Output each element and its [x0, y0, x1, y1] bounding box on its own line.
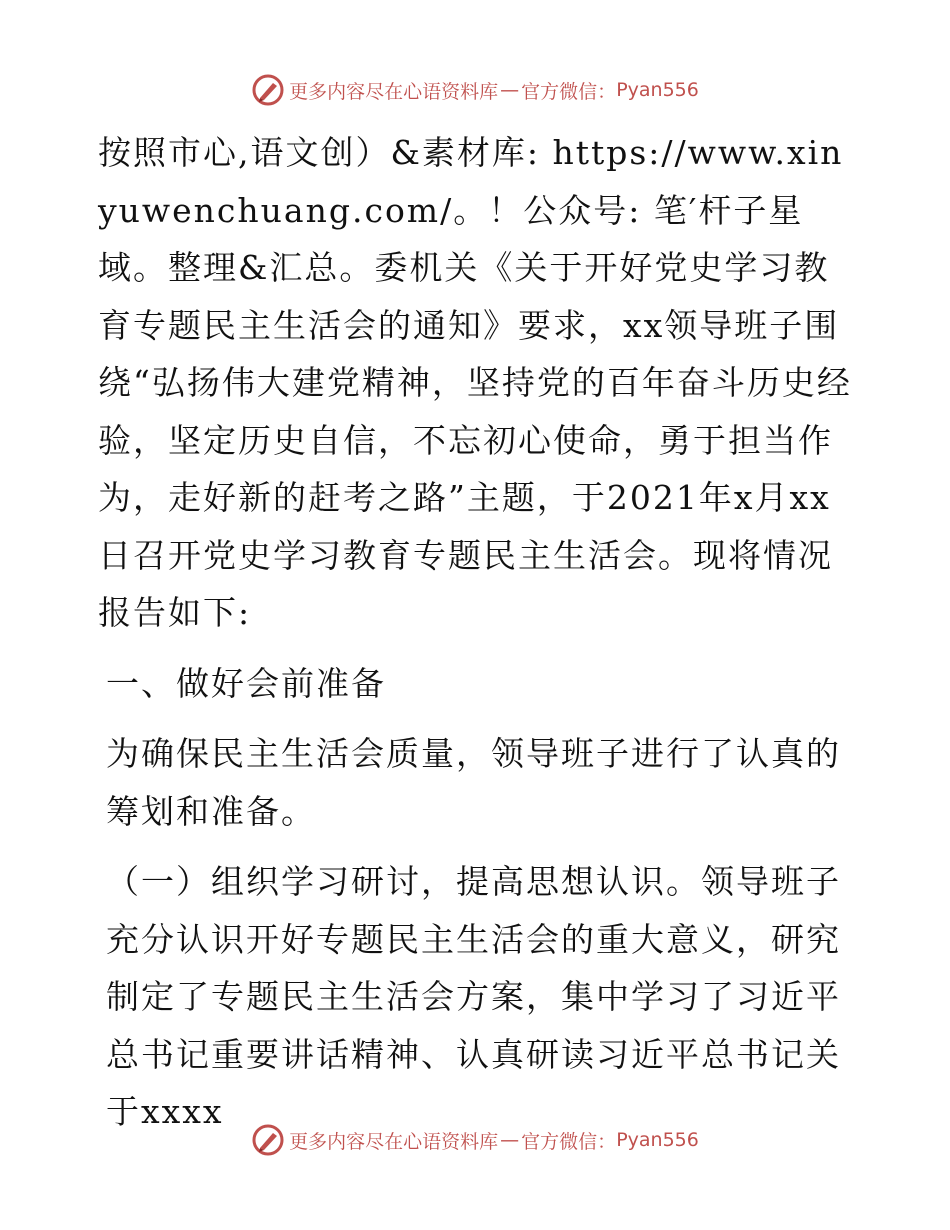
- study-paragraph: （一）组织学习研讨，提高思想认识。领导班子充分认识开好专题民主生活会的重大意义，研究制定了专题民主生活会方案，集中学习了习近平总书记重要讲话精神、认真研读习近平总书记关于xxxx: [106, 862, 841, 1131]
- intro-paragraph: 按照市心,语文创）&素材库: https://www.xinyuwenchuang.com/。！公众号: 笔′杆子星域。整理&汇总。委机关《关于开好党史学习教育专题民主生活会的通知》要求，xx领导班子围绕“弘扬伟大建党精神，坚持党的百年奋斗历史经验，坚定历史自信，不忘初心使命，勇于担当作为，走好新的赶考之路”主题，于2021年x月xx日召开党史学习教育专题民主生活会。现将情况报告如下:: [98, 133, 852, 632]
- watermark-account: Pyan556: [616, 79, 699, 101]
- watermark-separator: —: [500, 79, 520, 101]
- watermark-text: 更多内容尽在心语资料库: [289, 80, 499, 103]
- pen-logo-icon: [251, 1123, 285, 1157]
- preparation-paragraph: 为确保民主生活会质量，领导班子进行了认真的筹划和准备。: [106, 734, 841, 831]
- watermark-account: Pyan556: [616, 1129, 699, 1151]
- section-heading: 一、做好会前准备: [106, 663, 386, 703]
- watermark-official: 官方微信：: [521, 80, 617, 103]
- watermark-separator: —: [500, 1129, 520, 1151]
- document-body: [98, 124, 858, 1141]
- pen-logo-icon: [251, 73, 285, 107]
- footer-watermark: [0, 1120, 950, 1160]
- header-watermark: [0, 70, 950, 110]
- watermark-text: 更多内容尽在心语资料库: [289, 1130, 499, 1153]
- watermark-official: 官方微信：: [521, 1130, 617, 1153]
